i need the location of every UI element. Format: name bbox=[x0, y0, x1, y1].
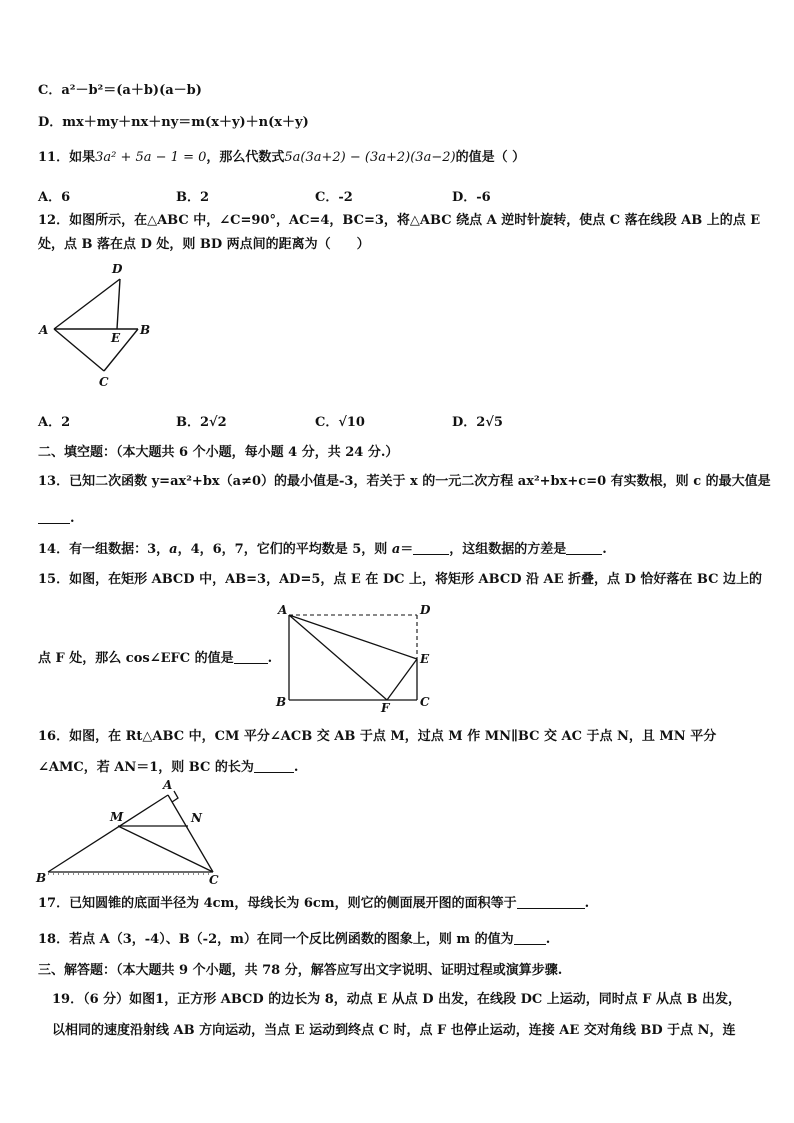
q12-label-b: B bbox=[140, 323, 151, 337]
q18-period: . bbox=[545, 932, 551, 947]
q12-option-c: C．√10 bbox=[315, 415, 365, 430]
q11-suffix: 的值是（ ） bbox=[455, 150, 526, 165]
q13-period: . bbox=[70, 511, 75, 526]
q11-prefix: 11．如果 bbox=[38, 150, 96, 165]
q14-period: . bbox=[602, 542, 607, 557]
q11-condition: 3a² + 5a − 1 = 0 bbox=[95, 150, 207, 165]
q16-label-n: N bbox=[191, 811, 202, 825]
q15-label-a: A bbox=[278, 603, 288, 617]
q15-label-c: C bbox=[420, 695, 430, 709]
q13-answer-blank[interactable] bbox=[38, 510, 70, 524]
question-19-line1: 19．（6 分）如图1，正方形 ABCD 的边长为 8，动点 E 从点 D 出发，在线段 DC 上运动，同时点 F 从点 B 出发， bbox=[52, 992, 742, 1007]
q16-label-c: C bbox=[209, 873, 219, 887]
question-13-line2 bbox=[38, 510, 760, 528]
q16-figure bbox=[34, 778, 234, 888]
q15-period: . bbox=[267, 651, 273, 666]
q11-option-c: C．-2 bbox=[315, 190, 353, 205]
q15-label-e: E bbox=[420, 652, 430, 666]
q11-middle: ，那么代数式 bbox=[206, 150, 285, 165]
q12-option-b: B．2√2 bbox=[176, 415, 227, 430]
q17-text: 17．已知圆锥的底面半径为 4cm，母线长为 6cm，则它的侧面展开图的面积等于 bbox=[38, 896, 517, 911]
q11-option-b: B．2 bbox=[176, 190, 210, 205]
q14-blank-a[interactable] bbox=[413, 541, 449, 555]
q17-period: . bbox=[584, 896, 590, 911]
q12-label-d: D bbox=[112, 262, 123, 276]
section-3-heading: 三、解答题：（本大题共 9 个小题，共 78 分，解答应写出文字说明、证明过程或演算步骤. bbox=[38, 963, 563, 978]
question-17 bbox=[38, 895, 760, 913]
question-16-line2 bbox=[38, 759, 760, 777]
question-19-line2: 以相同的速度沿射线 AB 方向运动，当点 E 运动到终点 C 时，点 F 也停止运动，连接 AE 交对角线 BD 于点 N，连 bbox=[52, 1023, 736, 1038]
q14-blank-variance[interactable] bbox=[566, 541, 602, 555]
q14-part2: ，4，6，7，它们的平均数是 5，则 bbox=[177, 542, 392, 557]
q16-label-m: M bbox=[110, 810, 124, 824]
question-16-line1: 16．如图，在 Rt△ABC 中，CM 平分∠ACB 交 AB 于点 M，过点 M 作 MN∥BC 交 AC 于点 N，且 MN 平分 bbox=[38, 729, 717, 744]
q12-option-a: A．2 bbox=[38, 415, 71, 430]
q16-label-a: A bbox=[163, 778, 173, 792]
q16-answer-blank[interactable] bbox=[254, 759, 294, 773]
q15-answer-blank[interactable] bbox=[234, 650, 268, 664]
q15-label-f: F bbox=[381, 701, 390, 715]
q17-answer-blank[interactable] bbox=[517, 895, 585, 909]
q18-text: 18．若点 A（3，-4）、B（-2，m）在同一个反比例函数的图象上，则 m 的值为 bbox=[38, 932, 514, 947]
question-12-line1: 12．如图所示，在△ABC 中，∠C=90°，AC=4，BC=3，将△ABC 绕点 A 逆时针旋转，使点 C 落在线段 AB 上的点 E bbox=[38, 213, 761, 228]
q14-part4: ，这组数据的方差是 bbox=[449, 542, 567, 557]
q16-label-b: B bbox=[36, 871, 47, 885]
q12-label-c: C bbox=[99, 375, 109, 389]
q12-figure bbox=[30, 258, 170, 392]
q16-period: . bbox=[293, 760, 299, 775]
question-11 bbox=[38, 149, 760, 167]
q12-option-d: D．2√5 bbox=[452, 415, 503, 430]
q11-option-d: D．-6 bbox=[452, 190, 491, 205]
question-15-line2 bbox=[38, 650, 272, 668]
question-18 bbox=[38, 931, 760, 949]
q14-part1: 14．有一组数据：3， bbox=[38, 542, 170, 557]
question-15-line1: 15．如图，在矩形 ABCD 中，AB=3，AD=5，点 E 在 DC 上，将矩形 ABCD 沿 AE 折叠，点 D 恰好落在 BC 边上的 bbox=[38, 572, 763, 587]
option-d-prev: D．mx＋my＋nx＋ny＝m(x＋y)＋n(x＋y) bbox=[38, 115, 309, 130]
q16-line2-text: ∠AMC，若 AN＝1，则 BC 的长为 bbox=[38, 760, 254, 775]
q14-part3: ＝ bbox=[400, 542, 414, 557]
q11-expression: 5a(3a+2) − (3a+2)(3a−2) bbox=[284, 150, 456, 165]
q11-option-a: A．6 bbox=[38, 190, 71, 205]
q15-label-d: D bbox=[420, 603, 431, 617]
q14-var-a1: a bbox=[169, 542, 178, 557]
question-14 bbox=[38, 541, 760, 559]
q15-label-b: B bbox=[276, 695, 287, 709]
q14-var-a2: a bbox=[391, 542, 401, 557]
q12-label-e: E bbox=[111, 331, 121, 345]
q12-label-a: A bbox=[39, 323, 49, 337]
q18-answer-blank[interactable] bbox=[514, 931, 546, 945]
q15-line2-text: 点 F 处，那么 cos∠EFC 的值是 bbox=[38, 651, 234, 666]
question-12-line2: 处，点 B 落在点 D 处，则 BD 两点间的距离为（ ） bbox=[38, 237, 370, 252]
section-2-heading: 二、填空题：（本大题共 6 个小题，每小题 4 分，共 24 分.） bbox=[38, 445, 399, 460]
option-c-prev: C．a²－b²＝(a＋b)(a－b) bbox=[38, 83, 202, 98]
question-13-line1: 13．已知二次函数 y=ax²+bx（a≠0）的最小值是-3，若关于 x 的一元二次方程 ax²+bx+c=0 有实数根，则 c 的最大值是 bbox=[38, 474, 771, 489]
q15-figure bbox=[272, 600, 442, 716]
